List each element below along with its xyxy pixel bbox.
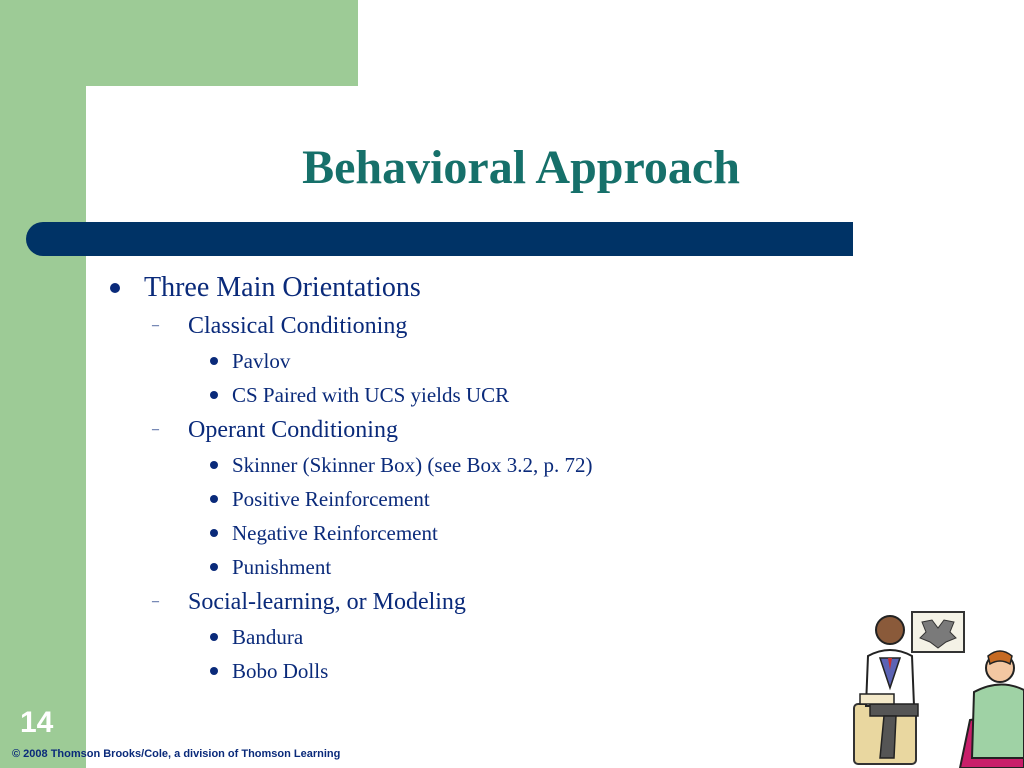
title-divider-bar [26,222,853,256]
bullet-dot-icon [210,563,218,571]
bullet-text: Three Main Orientations [144,272,421,303]
bullet-text: Classical Conditioning [188,312,408,339]
green-top-band [0,0,358,86]
bullet-dot-icon [210,391,218,399]
bullet-text: Social-learning, or Modeling [188,588,466,615]
bullet-dot-icon [110,283,120,293]
bullet-dot-icon [210,357,218,365]
bullet-text: Positive Reinforcement [232,486,430,511]
bullet-level3 [100,378,860,412]
bullet-level3 [100,448,860,482]
slide-number: 14 [20,706,54,739]
bullet-level2 [100,584,860,620]
bullet-level3 [100,516,860,550]
bullet-text: Pavlov [232,348,291,373]
copyright-notice: © 2008 Thomson Brooks/Cole, a division of Thomson Learning [12,748,341,760]
bullet-dot-icon [210,461,218,469]
bullet-level3 [100,482,860,516]
bullet-level3 [100,344,860,378]
bullet-level2 [100,412,860,448]
green-sidebar [0,0,86,768]
bullet-text: Negative Reinforcement [232,520,438,545]
bullet-text: Punishment [232,554,332,579]
bullet-dot-icon [210,495,218,503]
slide-title: Behavioral Approach [302,141,740,194]
bullet-text: Operant Conditioning [188,416,398,443]
dash-icon: – [152,318,159,333]
dash-icon: – [152,422,159,437]
bullet-text: Skinner (Skinner Box) (see Box 3.2, p. 72) [232,452,593,477]
bullet-level1 [100,268,860,308]
bullet-text: CS Paired with UCS yields UCR [232,382,510,407]
bullet-dot-icon [210,633,218,641]
bullet-dot-icon [210,529,218,537]
bullet-level3 [100,620,860,654]
bullet-level2 [100,308,860,344]
bullet-dot-icon [210,667,218,675]
therapy-session-illustration-icon [840,608,1024,768]
bullet-list [100,268,860,688]
bullet-level3 [100,550,860,584]
bullet-text: Bobo Dolls [232,658,329,683]
bullet-level3 [100,654,860,688]
dash-icon: – [152,594,159,609]
bullet-text: Bandura [232,624,304,649]
